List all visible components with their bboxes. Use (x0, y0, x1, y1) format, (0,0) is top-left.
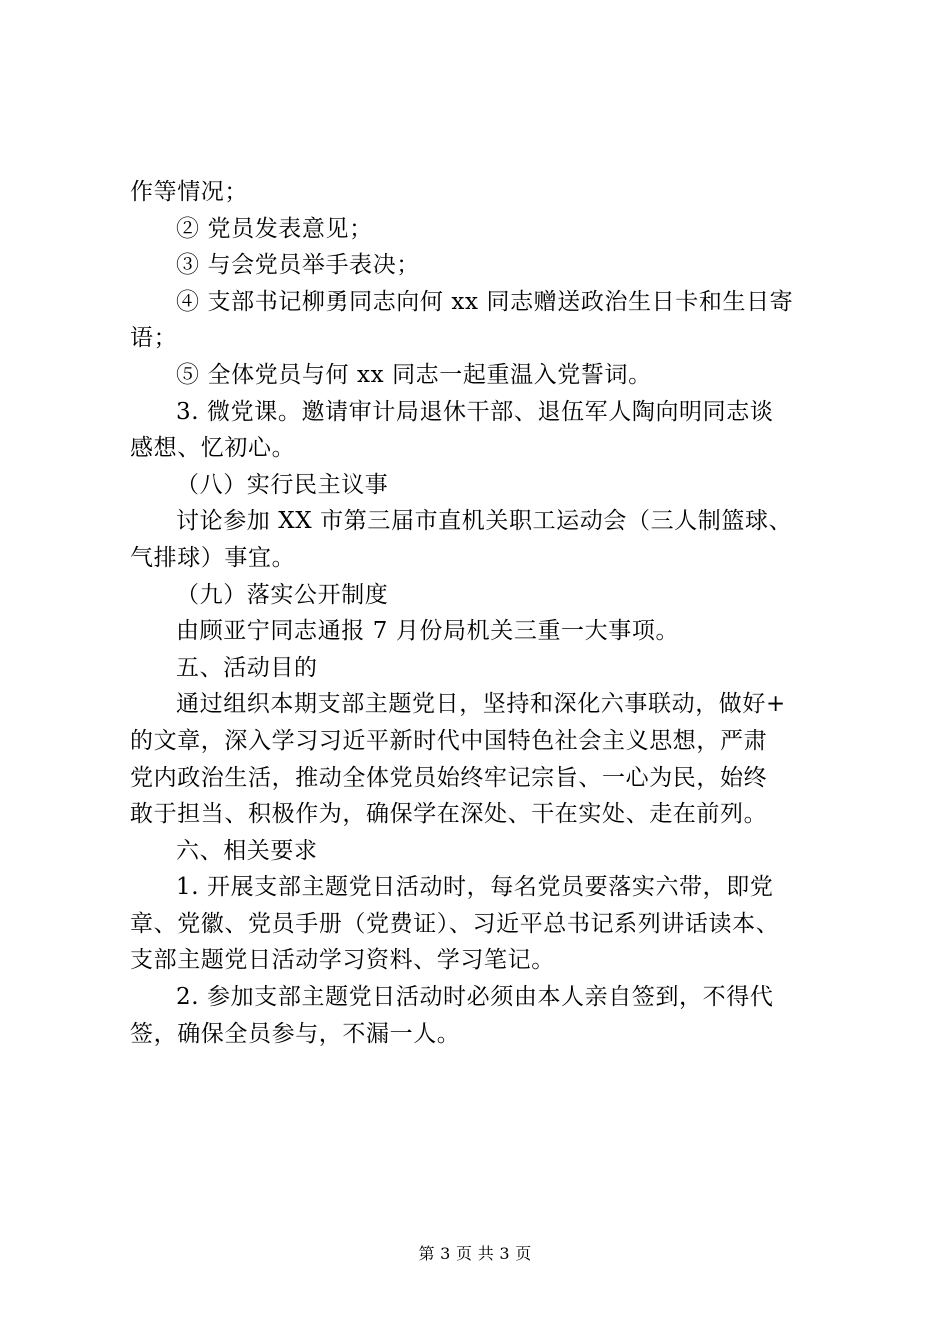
section-heading-6: 六、相关要求 (176, 837, 318, 864)
text-line-requirement-2: 2. 参加支部主题党日活动时必须由本人亲自签到，不得代 (176, 984, 774, 1011)
text-line-micro-lesson-cont: 感想、忆初心。 (130, 435, 296, 462)
section-heading-5: 五、活动目的 (176, 654, 318, 681)
text-line-purpose-2: 的文章，深入学习习近平新时代中国特色社会主义思想，严肃 (130, 727, 768, 754)
text-line-purpose-3: 党内政治生活，推动全体党员始终牢记宗旨、一心为民，始终 (130, 764, 768, 791)
text-line-disclosure: 由顾亚宁同志通报 7 月份局机关三重一大事项。 (176, 618, 680, 645)
text-line-requirement-1-cont-a: 章、党徽、党员手册（党费证）、习近平总书记系列讲话读本、 (130, 910, 780, 937)
text-line-purpose-1: 通过组织本期支部主题党日，坚持和深化六事联动，做好+ (176, 691, 786, 718)
text-line-requirement-2-cont: 签，确保全员参与，不漏一人。 (130, 1020, 461, 1047)
text-line-requirement-1: 1. 开展支部主题党日活动时，每名党员要落实六带，即党 (176, 874, 774, 901)
text-line-item-4: ④ 支部书记柳勇同志向何 xx 同志赠送政治生日卡和生日寄 (176, 288, 794, 315)
text-line-purpose-4: 敢于担当、积极作为，确保学在深处、干在实处、走在前列。 (130, 801, 768, 828)
text-line-item-3: ③ 与会党员举手表决； (176, 252, 420, 279)
document-body (130, 174, 830, 1052)
text-line-requirement-1-cont-b: 支部主题党日活动学习资料、学习笔记。 (130, 947, 555, 974)
text-line-discussion: 讨论参加 XX 市第三届市直机关职工运动会（三人制篮球、 (176, 508, 793, 535)
text-line-item-2: ② 党员发表意见； (176, 215, 373, 242)
text-line-discussion-cont: 气排球）事宜。 (130, 544, 296, 571)
section-heading-8: （八）实行民主议事 (176, 471, 389, 498)
text-line-item-4-cont: 语； (130, 325, 178, 352)
section-heading-9: （九）落实公开制度 (176, 581, 389, 608)
text-line-micro-lesson: 3. 微党课。邀请审计局退休干部、退伍军人陶向明同志谈 (176, 398, 774, 425)
text-line-item-5: ⑤ 全体党员与何 xx 同志一起重温入党誓词。 (176, 361, 652, 388)
text-line-continuation: 作等情况； (130, 179, 248, 205)
page-number-footer: 第 3 页 共 3 页 (418, 1244, 532, 1263)
